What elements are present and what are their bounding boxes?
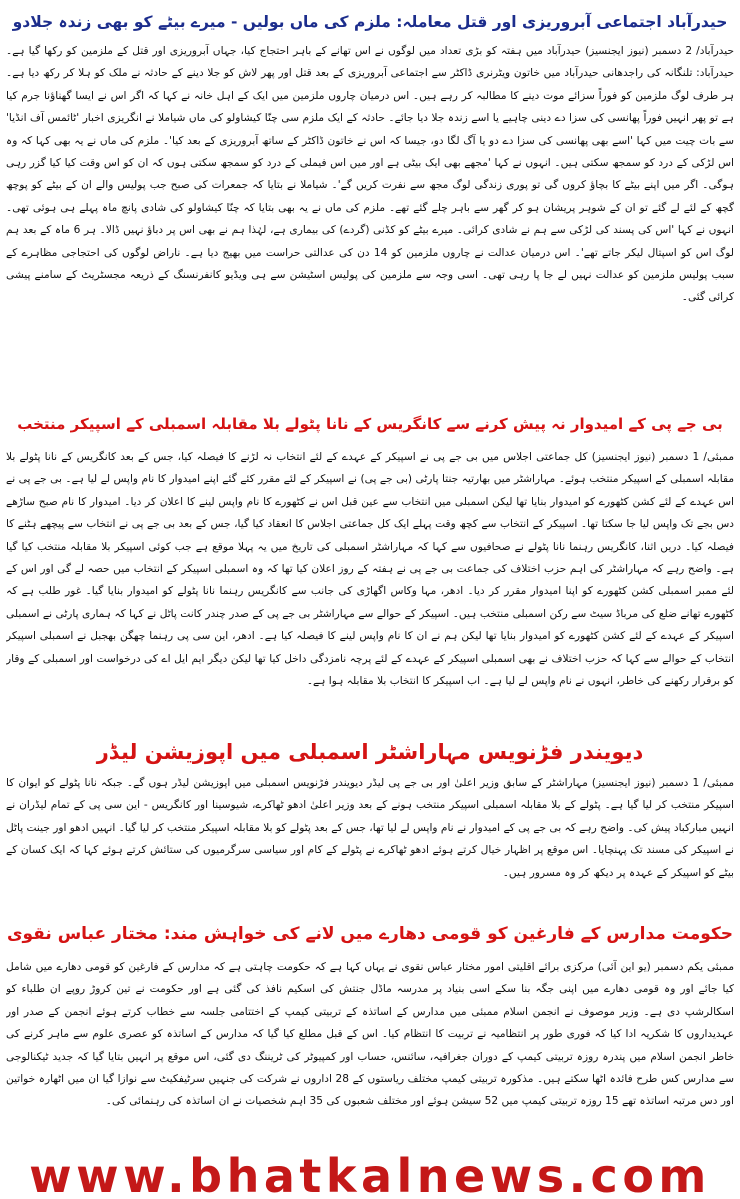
article-1-body [6,40,734,402]
article-4-headline: حکومت مدارس کے فارغین کو قومی دھارے میں لانے کی خواہش مند: مختار عباس نقوی [6,924,734,944]
article-2-headline: بی جے پی کے امیدوار نہ پیش کرنے سے کانگریس کے نانا پٹولے بلا مقابلہ اسمبلی کے اسپیکر منتخب [17,415,723,433]
website-watermark: www.bhatkalnews.com [29,1153,711,1199]
article-3-body [6,772,734,920]
article-1-text: حیدرآباد/ 2 دسمبر (نیوز ایجنسیز) حیدرآباد میں ہفتہ کو بڑی تعداد میں لوگوں نے اس تھانے کے باہر احتجاج کیا، جہاں آبروریزی اور قتل کے ملزمین کو رکھا گیا ہے۔ حیدرآباد: تلنگانہ کی راجدھانی حیدرآباد میں خاتون ویٹرنری ڈاکٹر سے اجتماعی آبروریزی کے بعد قتل اور پھر لاش کو جلا دینے کے حادثہ نے ملک کو ہلا کر رکھ دیا ہے۔ ہر طرف لوگ ملزمین کو فوراً سزائے موت دینے کا مطالبہ کر رہے ہیں۔ اس درمیان چاروں ملزمین میں ایک کے اہل خانہ نے کہا کہ اگر اس نے ایسا گھناؤنا جرم کیا ہے تو پھر انہیں فوراً پھانسی کی سزا دے دینی چاہیے یا اسے زندہ جلا دیا جائے۔ حادثہ کے ایک ملزم سی چنّا کیشاولو کی ماں شیاملا نے انگریزی اخبار 'ٹائمس آف انڈیا' سے بات چیت میں کہا 'اسے بھی پھانسی کی سزا دے دو یا آگ لگا دو، جیسا کہ اس نے خاتون ڈاکٹر کے ساتھ آبروریزی کے بعد کیا'۔ ملزم کی ماں نے یہ بھی کہا کہ وہ اس لڑکی کے درد کو سمجھ سکتی ہیں۔ انہوں نے کہا 'مجھے بھی ایک بیٹی ہے اور میں اس فیملی کے درد کو سمجھ سکتی ہوں کہ ان کو اس وقت کیا کیا گزر رہی ہوگی۔ اگر میں اپنے بیٹے کا بچاؤ کروں گی تو پوری زندگی لوگ مجھ سے نفرت کریں گے'۔ شیاملا نے بتایا کہ جمعرات کی صبح جب پولیس والے ان کے بیٹے کو پوچھ گچھ کے لئے لے گئے تو ان کے شوہر پریشان ہو کر گھر سے باہر چلے گئے تھے۔ ملزم کی ماں نے یہ بھی بتایا کہ چنّا کیشاولو کی شادی پانچ ماہ پہلے ہی ہوئی تھی۔ انہوں نے کہا 'اس کی پسند کی لڑکی سے ہم نے شادی کرائی۔ میرے بیٹے کو کڈنی (گردے) کی بیماری ہے، لہٰذا ہم نے بھی اس پر دباؤ نہیں ڈالا۔ ہر 6 ماہ کے بعد ہم لوگ اس کو اسپتال لیکر جاتے تھے'۔ اس درمیان عدالت نے چاروں ملزمین کو 14 دن کی عدالتی حراست میں بھیج دیا ہے۔ ناراض لوگوں کی احتجاجی مظاہرے کے سبب پولیس ملزمین کو عدالت نہیں لے جا پا رہی تھی۔ اسی وجہ سے ملزمین کی پولیس اسٹیشن سے ہی ویڈیو کانفرنسنگ کے ذریعہ مجسٹریٹ کے سامنے پیشی کرائی گئی۔ [6,45,734,304]
article-4-body [6,956,734,1152]
article-1-headline: حیدرآباد اجتماعی آبروریزی اور قتل معاملہ: ملزم کی ماں بولیں - میرے بیٹے کو بھی زندہ جلادو [12,13,728,31]
article-3-text: ممبئی/ 1 دسمبر (نیوز ایجنسیز) مہاراشٹر کے سابق وزیر اعلیٰ اور بی جے پی لیڈر دیویندر فڑنویس اسمبلی میں اپوزیشن لیڈر ہوں گے۔ جبکہ نانا پٹولے کو ایوان کا اسپیکر منتخب کر لیا گیا ہے۔ پٹولے کے بلا مقابلہ اسمبلی اسپیکر منتخب ہونے کے بعد وزیر اعلیٰ ادھو ٹھاکرے، شیوسینا اور کانگریس - این سی پی کے تمام لیڈران نے انہیں مبارکباد پیش کی۔ واضح رہے کہ بی جے پی کے امیدوار نے نام واپس لے لیا تھا، جس کے بعد پٹولے کو بلا مقابلہ اسپیکر منتخب کر لیا گیا۔ انہیں ادھو اور جینت پاٹل نے اسپیکر کی مسند تک پہنچایا۔ اس موقع پر اظہار خیال کرتے ہوئے ادھو ٹھاکرے نے پٹولے کے کام اور سیاسی سرگرمیوں کی ستائش کرتے ہوئے کہا کہ ایک کسان کے بیٹے کو اسپیکر کے عہدہ پر دیکھ کر وہ مسرور ہیں۔ [6,777,734,879]
article-2-body [6,446,734,730]
article-4-text: ممبئی یکم دسمبر (یو این آئی) مرکزی برائے اقلیتی امور مختار عباس نقوی نے یہاں کہا ہے کہ حکومت چاہتی ہے کہ مدارس کے فارغین کو قومی دھارے میں شامل کیا جائے اور وہ قومی دھارے میں اپنی جگہ بنا سکے اسی بنیاد پر مدرسہ ماڈل جنتش کی اسکیم نافذ کی گئی ہے اور حکومت نے تین کروڑ روپے ان طلباء کو اسکالرشپ دی ہے۔ وزیر موصوف نے انجمن اسلام ممبئی میں مدارس کے اساتذہ کے تربیتی کیمپ کے اختتامی جلسہ سے خطاب کرتے ہوئے انجمن کے صدر اور عہدیداروں کا شکریہ ادا کیا کہ فوری طور پر انتظامیہ نے تربیت کا انتظام کیا۔ اس کے قبل مطلع کیا گیا کہ مدارس کے اساتذہ کو عصری علوم سے ماہر کرنے کی خاطر انجمن اسلام میں پندرہ روزہ تربیتی کیمپ کے دوران جغرافیہ، سائنس، حساب اور کمپیوٹر کی ٹریننگ دی گئی، اس موقع پر انہیں بتایا گیا کہ جدید ٹیکنالوجی سے مدارس کس طرح فائدہ اٹھا سکتے ہیں۔ مذکورہ تربیتی کیمپ مختلف ریاستوں کے 28 اداروں نے شرکت کی جنہیں سرٹیفکیٹ سے نوازا گیا ان میں اٹھارہ خواتین اور دس مرتبہ اساتذہ تھے 15 روزہ تربیتی کیمپ میں 52 سیشن ہوئے اور مختلف شعبوں کی 35 اہم شخصیات نے ان اساتذہ کی رہنمائی کی۔ [6,961,734,1108]
article-3-headline: دیویندر فڑنویس مہاراشٹر اسمبلی میں اپوزیشن لیڈر [96,740,644,764]
article-2-text: ممبئی/ 1 دسمبر (نیوز ایجنسیز) کل جماعتی اجلاس میں بی جے پی نے اسپیکر کے عہدے کے لئے انتخاب نہ لڑنے کا فیصلہ کیا، جس کے بعد کانگریس کے نانا پٹولے بلا مقابلہ اسمبلی کے اسپیکر منتخب ہوئے۔ مہاراشٹر میں بھارتیہ جنتا پارٹی (بی جے پی) نے اسپیکر کے لئے مقرر کئے گئے اپنے امیدوار کا نام واپس لے لیا ہے۔ بی جے پی نے اس عہدے کے لئے کشن کٹھورے کو امیدوار بنایا تھا لیکن اسمبلی میں انتخاب سے عین قبل اس نے کٹھورے کا نام واپس لینے کا اعلان کر دیا۔ امیدوار کا نام صبح ساڑھے دس بجے تک واپس لیا جا سکتا تھا۔ اسپیکر کے انتخاب سے کچھ وقت پہلے ایک کل جماعتی اجلاس کا انعقاد کیا گیا، جس کے بعد بی جے پی نے انتخاب سے پیچھے ہٹنے کا فیصلہ کیا۔ دریں اثنا، کانگریس رہنما نانا پٹولے نے صحافیوں سے کہا کہ مہاراشٹر اسمبلی کی تاریخ میں یہ پہلا موقع ہے جب کوئی اسپیکر بلا مقابلہ منتخب کیا گیا ہے۔ واضح رہے کہ مہاراشٹر کی اہم حزب اختلاف کی جماعت بی جے پی نے ہفتہ کے روز اعلان کیا تھا کہ وہ اسمبلی اسپیکر کے انتخاب میں حصہ لے گی اور اس کے لئے ممبر اسمبلی کشن کٹھورے کو اپنا امیدوار مقرر کر دیا۔ ادھر، مہا وکاس اگھاڑی کی جانب سے کانگریس رہنما نانا پٹولے کو امیدوار بنایا گیا۔ غور طلب ہے کہ کٹھورے تھانے ضلع کی مرباڈ سیٹ سے رکن اسمبلی منتخب ہیں۔ اسپیکر کے حوالے سے مہاراشٹر بی جے پی کے صدر چندر کانت پاٹل نے کہا کہ ہماری پارٹی نے اسمبلی اسپیکر کے عہدے کے لئے کشن کٹھورے کو امیدوار بنایا تھا لیکن ہم نے ان کا نام واپس لینے کا فیصلہ کیا ہے۔ ادھر، این سی پی رہنما چھگن بھجبل نے اسمبلی اسپیکر انتخاب کے حوالے سے کہا کہ حزب اختلاف نے بھی اسمبلی اسپیکر کے عہدے کے لئے پرچہ نامزدگی داخل کیا تھا لیکن دیگر ایم ایل اے کی درخواست اور اسمبلی کے وقار کو برقرار رکھنے کی خاطر، انہوں نے نام واپس لے لیا ہے۔ اب اسپیکر کا انتخاب بلا مقابلہ ہوا ہے۔ [6,451,734,688]
